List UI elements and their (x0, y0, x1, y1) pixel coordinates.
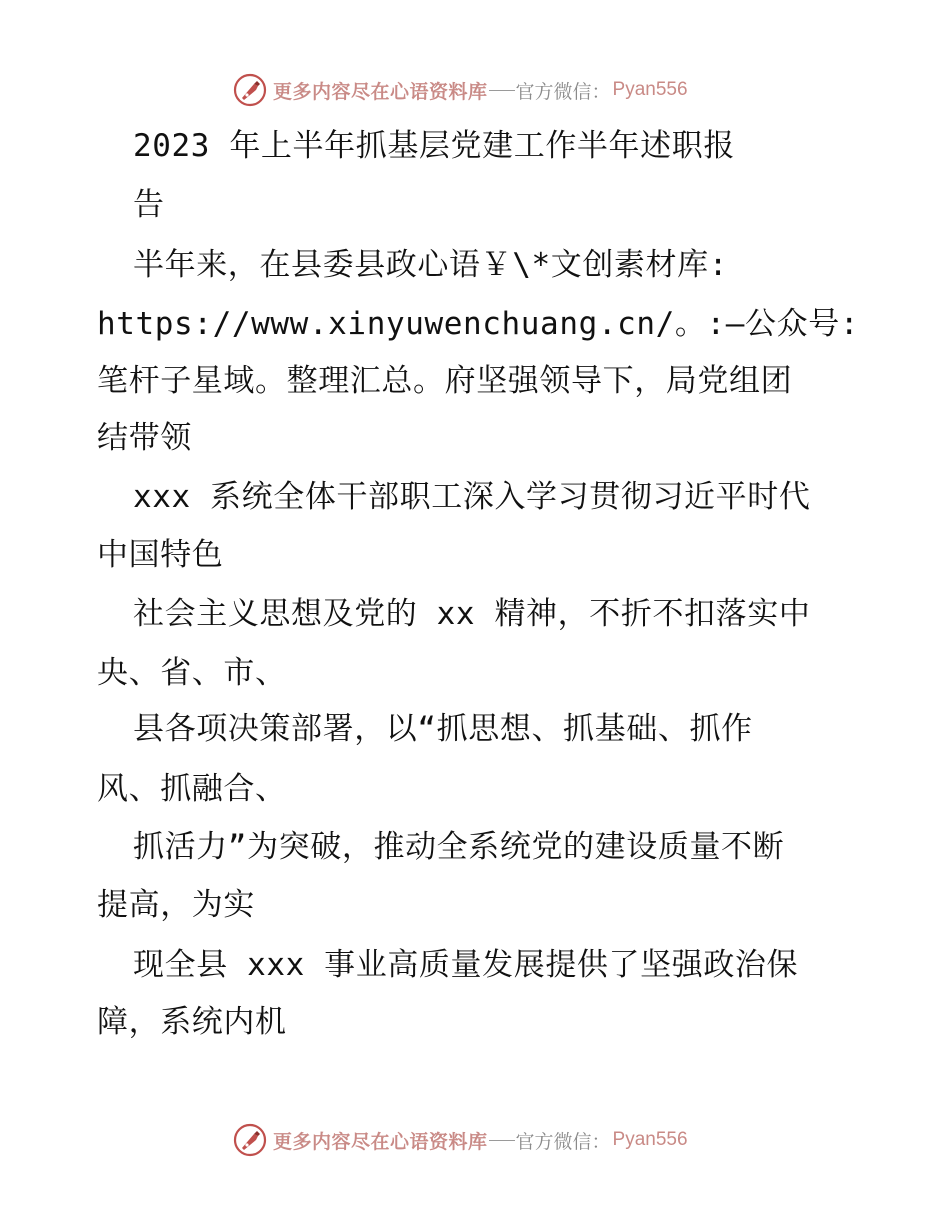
watermark-label: 官方微信： (515, 80, 611, 103)
body-text-line: 抓活力”为突破，推动全系统党的建设质量不断 (133, 829, 785, 865)
body-text-line: 笔杆子星域。整理汇总。府坚强领导下，局党组团 (97, 363, 793, 399)
document-title-line: 2023 年上半年抓基层党建工作半年述职报 (133, 128, 735, 164)
watermark-site-text: 更多内容尽在心语资料库 (273, 1130, 488, 1153)
body-text-line: https://www.xinyuwenchuang.cn/。:—公众号: (97, 306, 860, 342)
body-text-line: 社会主义思想及党的 xx 精神，不折不扣落实中 (133, 596, 811, 632)
body-text-line: 现全县 xxx 事业高质量发展提供了坚强政治保 (133, 947, 799, 983)
body-text-line: 县各项决策部署，以“抓思想、抓基础、抓作 (133, 711, 753, 747)
body-text-line: 提高，为实 (97, 887, 255, 923)
body-text-line: 中国特色 (97, 537, 224, 573)
body-text-line: xxx 系统全体干部职工深入学习贯彻习近平时代 (133, 479, 811, 515)
watermark-account: Pyan556 (612, 1129, 688, 1150)
fountain-pen-icon (233, 1123, 267, 1157)
watermark-account: Pyan556 (612, 79, 688, 100)
document-title-line: 告 (133, 187, 165, 223)
footer-watermark (233, 1120, 688, 1160)
body-text-line: 风、抓融合、 (97, 771, 287, 807)
body-text-line: 半年来，在县委县政心语￥\*文创素材库: (133, 247, 728, 283)
watermark-site-text: 更多内容尽在心语资料库 (273, 80, 488, 103)
body-text-line: 障，系统内机 (97, 1004, 287, 1040)
header-watermark (233, 70, 688, 110)
fountain-pen-icon (233, 73, 267, 107)
body-text-line: 央、省、市、 (97, 655, 287, 691)
watermark-dash (489, 1140, 515, 1141)
body-text-line: 结带领 (97, 420, 192, 456)
watermark-dash (489, 90, 515, 91)
watermark-label: 官方微信： (515, 1130, 611, 1153)
